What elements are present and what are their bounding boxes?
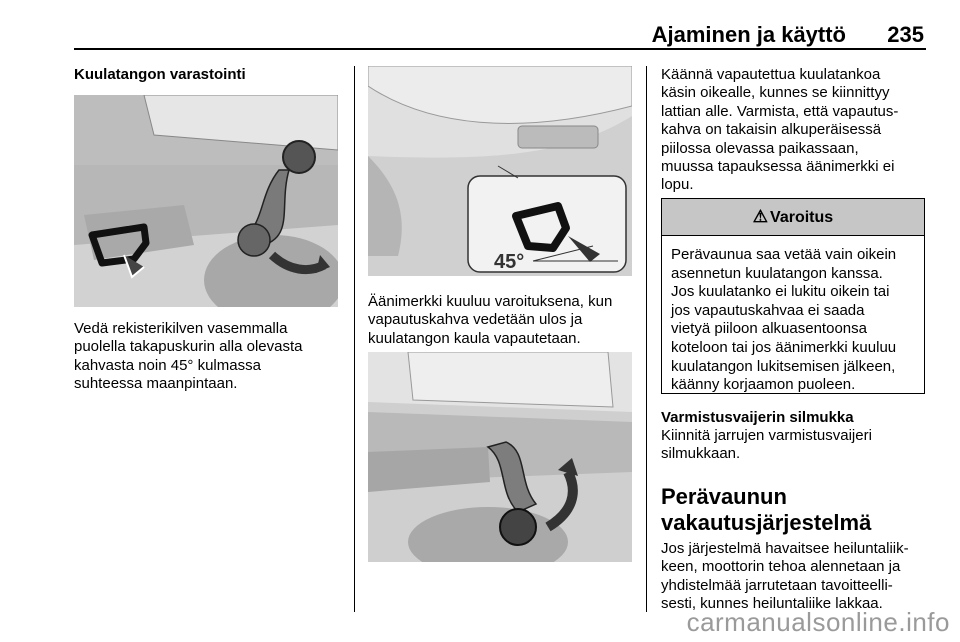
- column-divider: [646, 66, 647, 612]
- release-handle-angle-illustration: [368, 66, 632, 276]
- chapter-title: Ajaminen ja käyttö: [651, 22, 846, 47]
- section-subheading: Kuulatangon varastointi: [74, 66, 246, 83]
- warning-title: Varoitus: [770, 209, 834, 226]
- warning-header: [662, 199, 924, 236]
- stability-paragraph: Jos järjestelmä havaitsee heiluntaliik- keen, moottorin tehoa alennetaan ja yhdistelmää jarrutetaan tavoitteelli- sesti, kunnes heiluntaliike lakkaa.: [661, 540, 909, 613]
- angle-label: 45°: [494, 251, 525, 273]
- safety-cable-paragraph: Kiinnitä jarrujen varmistusvaijeri silmukkaan.: [661, 427, 872, 463]
- warning-text: Perävaunua saa vetää vain oikein asennetun kuulatangon kanssa. Jos kuulatanko ei lukitu oikein tai jos vapautuskahvaa ei saada vietyä piiloon alkuasentoonsa koteloon tai jos äänimerkki kuuluu kuulatangon lukitsemisen jälkeen, käänny korjaamon puoleen.: [671, 246, 897, 394]
- safety-cable-heading: Varmistusvaijerin silmukka: [661, 409, 854, 426]
- warning-box: [661, 198, 925, 394]
- tow-bar-release-illustration: [74, 95, 338, 307]
- tow-bar-rotation-illustration: [368, 352, 632, 562]
- instruction-paragraph: Vedä rekisterikilven vasemmalla puolella takapuskurin alla olevasta kahvasta noin 45° kulmassa suhteessa maanpintaan.: [74, 320, 303, 393]
- watermark: carmanualsonline.info: [686, 607, 950, 637]
- warning-triangle-icon: ⚠: [752, 207, 769, 226]
- section-heading: Perävaunun vakautusjärjestelmä: [661, 484, 872, 535]
- page-number: 235: [887, 22, 924, 47]
- warning-sound-paragraph: Äänimerkki kuuluu varoituksena, kun vapautuskahva vedetään ulos ja kuulatangon kaula vapautetaan.: [368, 293, 613, 347]
- page-header: [74, 22, 926, 50]
- rotate-instruction-paragraph: Käännä vapautettua kuulatankoa käsin oikealle, kunnes se kiinnittyy lattian alle. Varmista, että vapautus- kahva on takaisin alkuperäisessä piilossa olevassa paikassaan, muussa tapauksessa äänimerkki ei lopu.: [661, 66, 899, 194]
- column-divider: [354, 66, 355, 612]
